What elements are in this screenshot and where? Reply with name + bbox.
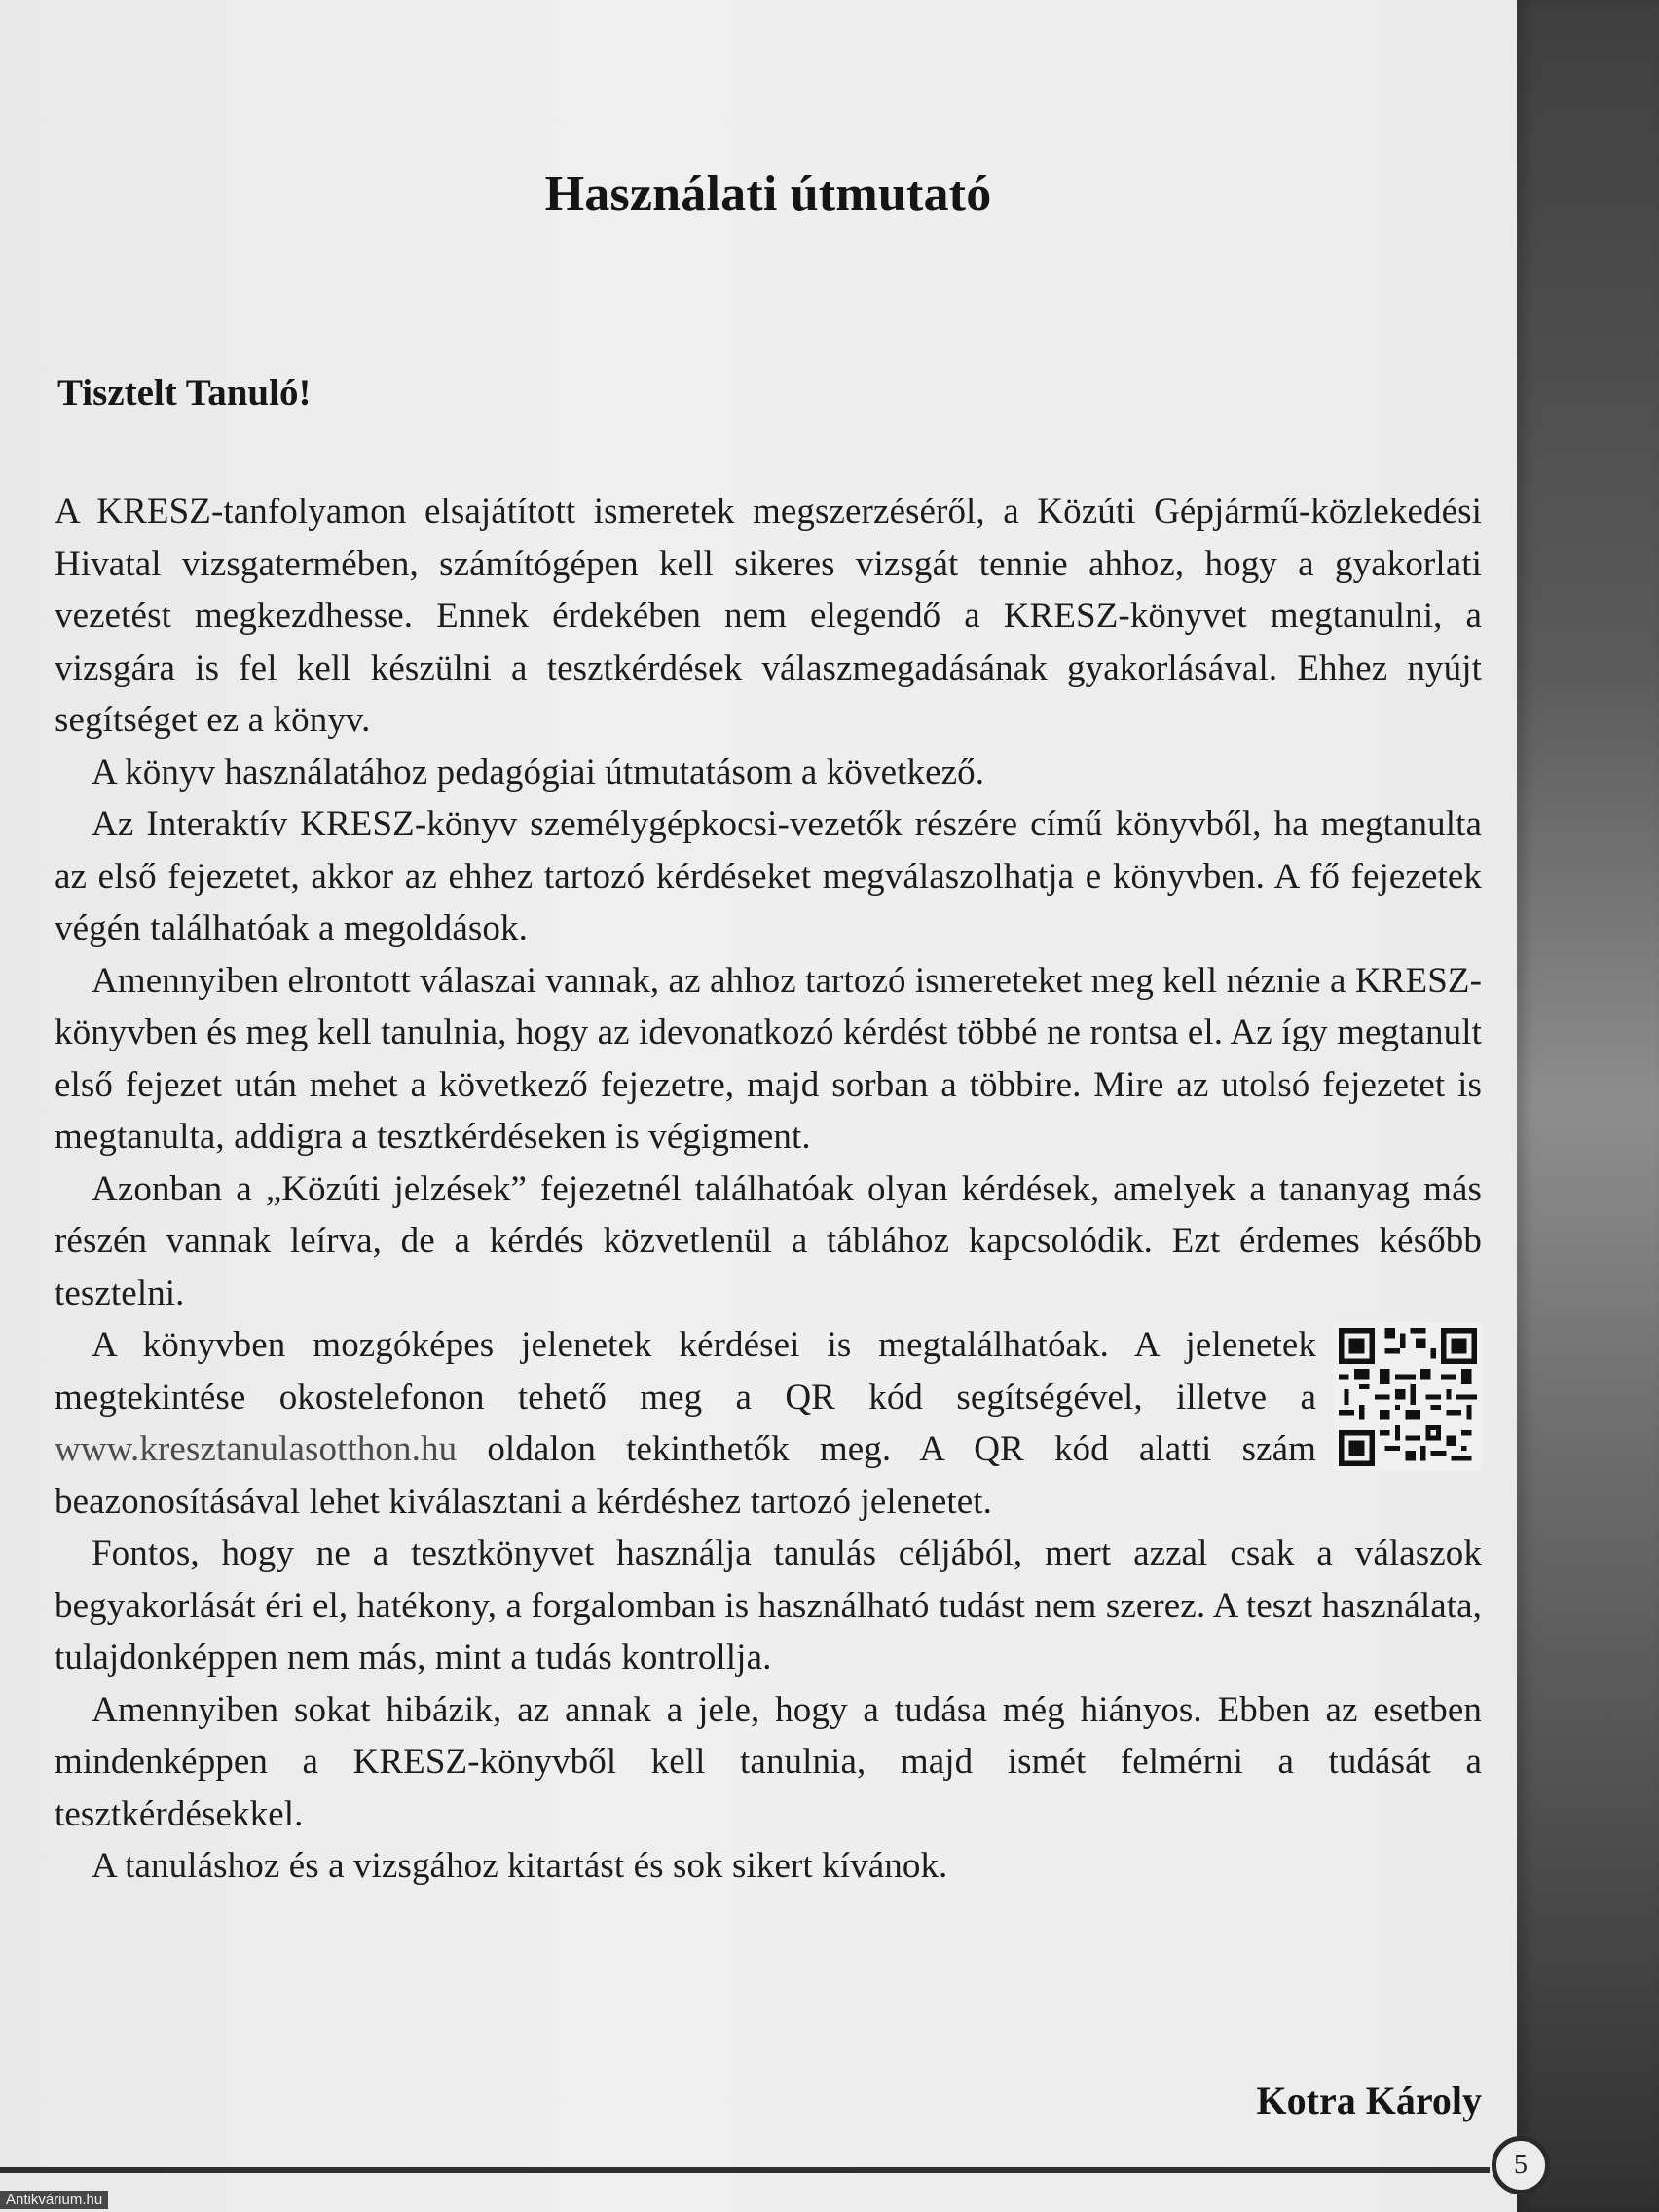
page-edge-band [1517,0,1659,2212]
page-title: Használati útmutató [544,166,992,222]
paragraph-3: Az Interaktív KRESZ-könyv személygépkocsi-vezetők részére című könyvből, ha megtanulta az első fejezetet, akkor az ehhez tartozó kérdéseket megválaszolhatja e könyvben. A fő fejezetek végén találhatóak a megoldások. [55,804,1482,948]
page-number-line [0,2167,1490,2173]
main-content [55,166,1482,1893]
qr-paragraph [55,1319,1482,1528]
page-number: 5 [1492,2136,1550,2194]
qr-paragraph-text-before-url: A könyvben mozgóképes jelenetek kérdései is megtalálhatóak. A jelenetek megtekintése okostelefonon tehető meg a QR kód segítségével, illetve a [55,1325,1316,1418]
website-link[interactable]: www.kresztanulasotthon.hu [55,1429,458,1469]
paragraph-4: Amennyiben elrontott válaszai vannak, az ahhoz tartozó ismereteket meg kell néznie a KRESZ-könyvben és meg kell tanulnia, hogy az idevonatkozó kérdést többé ne rontsa el. Az így megtanult első fejezet után mehet a következő fejezetre, majd sorban a többire. Mire az utolsó fejezetet is megtanulta, addigra a tesztkérdéseken is végigment. [55,960,1482,1157]
paragraph-2: A könyv használatához pedagógiai útmutatásom a következő. [92,752,985,793]
paragraph-7: Amennyiben sokat hibázik, az annak a jele, hogy a tudása még hiányos. Ebben az esetben mindenképpen a KRESZ-könyvből kell tanulnia, majd ismét felmérni a tudását a tesztkérdésekkel. [55,1689,1482,1834]
paragraph-6: Fontos, hogy ne a tesztkönyvet használja tanulás céljából, mert azzal csak a válaszok begyakorlását éri el, hatékony, a forgalomban is használható tudást nem szerez. A teszt használata, tulajdonképpen nem más, mint a tudás kontrollja. [55,1533,1482,1677]
watermark: Antikvárium.hu [0,2191,108,2209]
paragraph-5: Azonban a „Közúti jelzések” fejezetnél találhatóak olyan kérdések, amelyek a tananyag más részén vannak leírva, de a kérdés közvetlenül a táblához kapcsolódik. Ezt érdemes később tesztelni. [55,1168,1482,1313]
qr-paragraph-text-after-url: oldalon tekinthetők meg. A QR kód alatti szám beazonosításával lehet kiválasztani a kérdéshez tartozó jelenetet. [55,1429,1316,1522]
author-signature: Kotra Károly [1256,2079,1482,2122]
greeting: Tisztelt Tanuló! [57,372,312,414]
qr-code-icon [1334,1323,1482,1471]
paragraph-1: A KRESZ-tanfolyamon elsajátított ismeretek megszerzéséről, a Közúti Gépjármű-közlekedési Hivatal vizsgatermében, számítógépen kell sikeres vizsgát tennie ahhoz, hogy a gyakorlati vezetést megkezdhesse. Ennek érdekében nem elegendő a KRESZ-könyvet megtanulni, a vizsgára is fel kell készülni a tesztkérdések válaszmegadásának gyakorlásával. Ehhez nyújt segítséget ez a könyv. [55,492,1482,740]
body-text [55,486,1482,1893]
paragraph-8: A tanuláshoz és a vizsgához kitartást és sok sikert kívánok. [92,1846,948,1886]
